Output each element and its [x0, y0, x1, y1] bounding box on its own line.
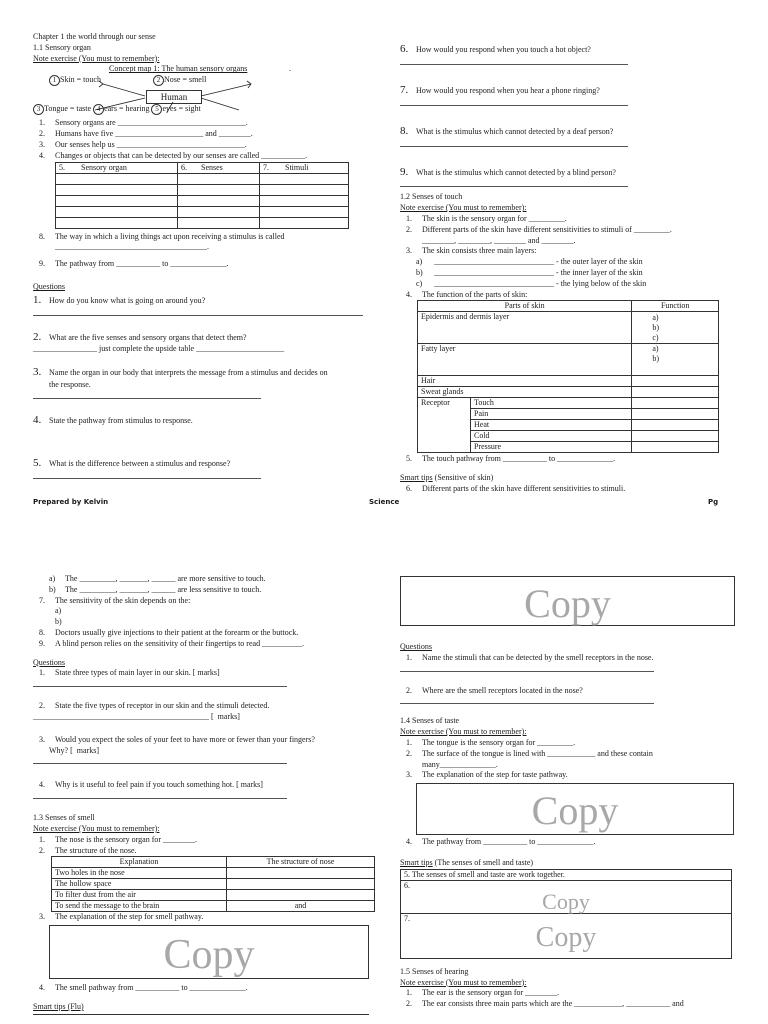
page1-right-column	[400, 42, 735, 495]
section-title: 1.3 Senses of smell	[33, 813, 95, 823]
question: 5. What is the difference between a stimulus and response?	[33, 456, 231, 469]
answer-line[interactable]	[400, 57, 628, 65]
list-item: 7. The sensitivity of the skin depends on the:	[39, 595, 191, 605]
list-item: 3. The explanation of the step for taste pathway.	[406, 770, 568, 780]
concept-node-nose: 2 Nose = smell	[153, 75, 206, 86]
list-item: 2. Humans have five ______________________ and ________.	[39, 129, 253, 139]
list-item: 2. The structure of the nose.	[39, 845, 137, 855]
list-item: b) The _________, _______, ______ are less sensitive to touch.	[49, 584, 262, 594]
number-circle: 1	[49, 75, 60, 86]
list-item: ________, ________, ________ and ________.	[422, 235, 576, 245]
concept-map-dot: .	[289, 64, 291, 74]
questions-list: 1. How do you know what is going on around you? 2. What are the five senses and sensory organs that detect them? ________________ just complete the upside table ______________________ 3. Name the organ in our body that interprets the message from a stimulus and decides on the response. 4. State the pathway from stimulus to response. 5. What is the difference between a stimulus and response?	[33, 293, 378, 479]
note-title: Note exercise (You must to remember):	[33, 53, 160, 63]
question: 3. Name the organ in our body that interprets the message from a stimulus and decides on	[33, 366, 328, 379]
answer-line[interactable]	[400, 139, 628, 147]
list-item: b)	[55, 617, 62, 627]
smart-tips: Smart tips (The senses of smell and taste)	[400, 857, 534, 867]
answer-line[interactable]	[33, 679, 287, 687]
list-item: 3. The explanation of the step for smell pathway.	[39, 912, 204, 922]
list-item: 2. The surface of the tongue is lined with ____________ and these contain	[406, 748, 653, 758]
section-title: 1.2 Senses of touch	[400, 192, 463, 202]
list-item: 5. The touch pathway from ___________ to ______________.	[406, 454, 616, 464]
question: 4. State the pathway from stimulus to response.	[33, 413, 193, 426]
question: 1. How do you know what is going on around you?	[33, 293, 206, 306]
list-item: 1. Sensory organs are ________________________________.	[39, 118, 248, 128]
concept-center-human: Human	[146, 90, 202, 104]
answer-line[interactable]	[400, 664, 654, 672]
list-item: 6. Different parts of the skin have different sensitivities to stimuli.	[406, 483, 626, 493]
copy-watermark-box: Copy	[400, 576, 735, 626]
note-title: Note exercise (You must to remember):	[400, 727, 527, 737]
answer-line-text[interactable]: ____________________________________________ [ marks]	[33, 711, 240, 721]
question: 6. How would you respond when you touch a hot object?	[400, 43, 591, 55]
list-item: 4. The pathway from ___________ to ______________.	[406, 837, 596, 847]
questions-title: Questions	[400, 642, 432, 651]
question: 7. How would you respond when you hear a phone ringing?	[400, 83, 600, 96]
chapter-title: Chapter 1 the world through our sense	[33, 32, 156, 41]
list-item: 2. Different parts of the skin have different sensitivities to stimuli of _________.	[406, 224, 672, 234]
list-item: ______________________________________.	[55, 242, 209, 252]
list-item: 1. The ear is the sensory organ for ________.	[406, 988, 560, 998]
question: 8. What is the stimulus which cannot detected by a deaf person?	[400, 124, 614, 137]
list-item: 1. The tongue is the sensory organ for _________.	[406, 737, 576, 747]
list-item: 4. The smell pathway from ___________ to ______________.	[39, 983, 248, 993]
copy-watermark: Copy	[535, 921, 597, 953]
answer-line[interactable]	[400, 98, 628, 106]
concept-node-skin: 1 Skin = touch	[49, 75, 101, 86]
note-title: Note exercise (You must to remember):	[400, 977, 527, 987]
question: 2. State the five types of receptor in our skin and the stimuli detected.	[39, 701, 270, 711]
answer-line[interactable]	[33, 308, 363, 316]
question: 1. State three types of main layer in our skin. [ marks]	[39, 668, 220, 678]
list-item: 3. The skin consists three main layers:	[406, 246, 537, 256]
skin-layers: a) ______________________________ - the outer layer of the skin b) ______________________________ - the inner layer of the skin c) ______________________________ - the lying below of the skin	[416, 257, 647, 288]
concept-node-row: 3 Tongue = taste 4 ears = hearing 5 eyes = sight	[33, 104, 201, 115]
sensory-items-2	[33, 232, 378, 270]
questions-title: Questions	[33, 281, 65, 291]
answer-line[interactable]	[400, 179, 628, 187]
concept-map	[33, 64, 378, 112]
copy-watermark-box: Copy	[49, 925, 369, 979]
list-item: 1. The skin is the sensory organ for _________.	[406, 213, 567, 223]
footer-page: Pg	[708, 498, 719, 506]
question: 2. What are the five senses and sensory organs that detect them?	[33, 330, 247, 343]
section-title: 1.5 Senses of hearing	[400, 966, 469, 976]
question: 1. Name the stimuli that can be detected by the smell receptors in the nose.	[406, 652, 654, 662]
questions-title: Questions	[33, 657, 65, 667]
answer-line[interactable]	[33, 756, 287, 764]
answer-line[interactable]	[400, 696, 654, 704]
page2-left-column: a) The _________, _______, ______ are more sensitive to touch. b) The _________, _______, ______ are less sensitive to touch. 7. The sensitivity of the skin depends on the: a) b) 8. Doctors usually give injections to their patient at the forearm or the buttock. 9. A blind person relies on the sensitivity of their fingertips to read __________. Questions 1. State three types of main layer in our skin. [ marks] 2. State the five types of receptor in our skin and the stimuli detected. ____________________________________________ [ marks] 3. Would you expect the soles of your feet to have more or fewer than your fingers? Why? [ marks] 4. Why is it useful to feel pain if you touch something hot. [ marks] 1.3 Senses of smell Note exercise (You must to remember): 1. The nose is the sensory organ for ________. 2. The structure of the nose. Explanation The structure of nose Two holes in the nose The hollow space To filter dust from the air To send the message to the brain and 3. The explanation of the step for smell pathway. Copy 4. The smell pathway from ___________ to ______________. Smart tips (Flu)	[33, 574, 378, 1015]
smart-tips: Smart tips (Sensitive of skin)	[400, 473, 494, 483]
concept-map-title: Concept map 1: The human sensory organs	[109, 64, 248, 74]
sensory-items	[33, 118, 378, 161]
copy-watermark: Copy	[542, 888, 590, 914]
question: 9. What is the stimulus which cannot detected by a blind person?	[400, 165, 616, 178]
smart-tips-table: 5. The senses of smell and taste are work together. 6. Copy 7. Copy	[400, 869, 732, 959]
sensory-table: 5. Sensory organ 6. Senses 7. Stimuli	[55, 162, 349, 229]
answer-line[interactable]	[33, 391, 261, 399]
nose-structure-table: Explanation The structure of nose Two holes in the nose The hollow space To filter dust from the air To send the message to the brain and	[51, 856, 375, 912]
list-item: 1. The nose is the sensory organ for ________.	[39, 834, 198, 844]
list-item: 3. Our senses help us ________________________________.	[39, 139, 247, 149]
footer-subject: Science	[369, 498, 400, 506]
question: 4. Why is it useful to feel pain if you touch something hot. [ marks]	[39, 780, 263, 790]
note-title: Note exercise (You must to remember):	[33, 823, 160, 833]
answer-line[interactable]	[33, 471, 261, 479]
section-title: 1.1 Sensory organ	[33, 42, 91, 52]
list-item: 9. The pathway from ___________ to ______________.	[39, 259, 229, 269]
list-item: 8. Doctors usually give injections to their patient at the forearm or the buttock.	[39, 627, 299, 637]
list-item: 9. A blind person relies on the sensitivity of their fingertips to read __________.	[39, 638, 305, 648]
section-title: 1.4 Senses of taste	[400, 716, 460, 726]
skin-function-table: Parts of skin Function Epidermis and dermis layer a) b) c) Fatty layer a) b) Hair Sweat glands Receptor Touch Pain Heat Cold Pressure	[417, 300, 719, 453]
list-item: 2. The ear consists three main parts which are the ____________, ___________ and	[406, 999, 684, 1009]
list-item: 4. Changes or objects that can be detected by our senses are called ___________.	[39, 150, 308, 160]
note-title: Note exercise (You must to remember):	[400, 203, 527, 213]
number-circle: 2	[153, 75, 164, 86]
footer-author: Prepared by Kelvin	[33, 498, 109, 506]
question: 3. Would you expect the soles of your feet to have more or fewer than your fingers?	[39, 734, 315, 744]
copy-watermark-box: Copy	[416, 783, 734, 835]
list-item: 4. The function of the parts of skin:	[406, 289, 528, 299]
page1-left-column	[33, 32, 378, 479]
list-item: 8. The way in which a living things act upon receiving a stimulus is called	[39, 231, 285, 241]
answer-line[interactable]	[33, 791, 287, 799]
smart-tips: Smart tips (Flu)	[33, 1001, 84, 1011]
list-item: a) The _________, _______, ______ are more sensitive to touch.	[49, 574, 266, 583]
answer-line-text[interactable]: ________________ just complete the upside table ______________________	[33, 344, 285, 354]
page2-right-column	[400, 576, 735, 1010]
question: 2. Where are the smell receptors located in the nose?	[406, 685, 583, 695]
list-item: a)	[55, 606, 62, 616]
list-item: many______________.	[422, 759, 498, 769]
